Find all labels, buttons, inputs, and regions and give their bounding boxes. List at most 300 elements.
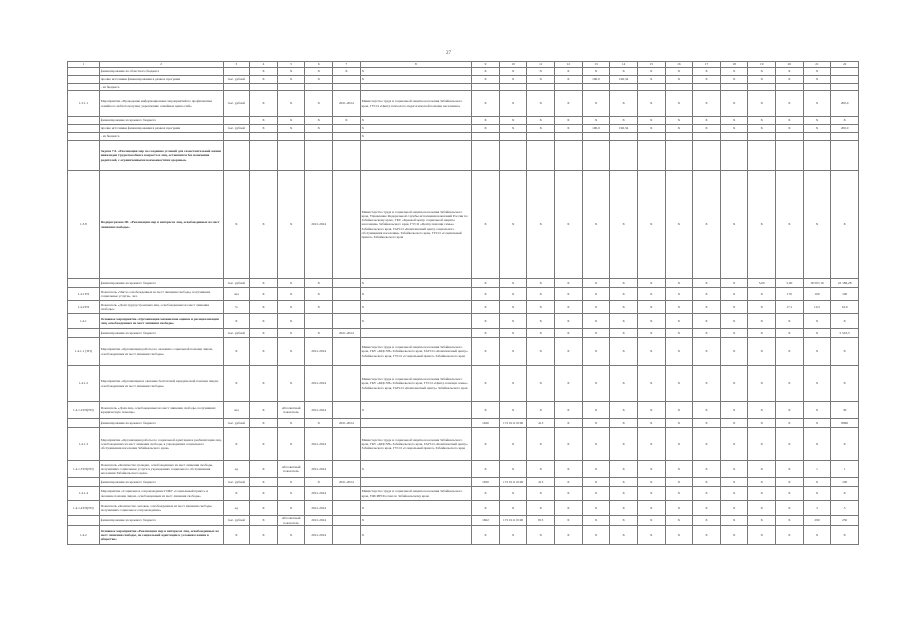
table-cell: X — [610, 516, 638, 526]
table-cell: X — [665, 516, 693, 526]
table-cell — [333, 125, 361, 133]
table-cell: X — [831, 117, 859, 125]
table-cell: X — [803, 329, 831, 338]
table-cell — [831, 84, 859, 91]
row-name-cell: Показатель «Доля трудоустроенных лиц, освобожденных из мест лишения свободы» — [99, 301, 223, 314]
table-cell: тыс. рублей — [223, 91, 250, 117]
table-cell: X — [665, 366, 693, 402]
row-code-cell — [68, 117, 100, 125]
row-name-cell: Показатель «Число освобожденных из мест лишения свободы, получивших социальные услуги», чел. — [99, 288, 223, 301]
table-cell: X — [720, 68, 748, 76]
table-cell — [776, 133, 804, 141]
table-cell: X — [637, 366, 665, 402]
table-cell — [555, 84, 583, 91]
table-cell: X — [748, 366, 776, 402]
table-cell: X — [665, 461, 693, 478]
table-cell: 813 — [527, 516, 555, 526]
table-cell: 3 — [831, 501, 859, 516]
table-cell: X — [748, 91, 776, 117]
table-cell: X — [250, 91, 278, 117]
column-number-13: 13 — [582, 62, 610, 68]
table-cell: X — [831, 526, 859, 545]
table-cell: X — [250, 402, 278, 419]
table-cell: X — [305, 288, 333, 301]
table-cell: X — [527, 338, 555, 366]
table-cell: X — [250, 171, 278, 279]
table-cell: X — [472, 428, 500, 461]
table-cell: X — [555, 428, 583, 461]
table-cell: X — [582, 516, 610, 526]
table-cell: 2021-2024 — [305, 516, 333, 526]
table-cell — [277, 133, 305, 141]
table-cell: X — [472, 366, 500, 402]
table-cell: X — [582, 366, 610, 402]
table-cell — [610, 141, 638, 171]
table-cell: X — [472, 338, 500, 366]
table-cell — [831, 141, 859, 171]
table-cell: X — [748, 461, 776, 478]
table-cell: X — [637, 487, 665, 501]
table-cell — [527, 141, 555, 171]
table-cell: X — [305, 478, 333, 487]
table-cell: 172 0111 0190 — [499, 419, 527, 428]
table-row — [68, 461, 859, 478]
table-cell: Министерство труда и социальной защиты населения Забайкальского края, УФСИН России по Забайкальскому краю — [360, 487, 472, 501]
table-cell: X — [665, 171, 693, 279]
table-cell: 10,5 — [803, 301, 831, 314]
table-cell: X — [748, 501, 776, 516]
table-cell: X — [610, 366, 638, 402]
table-cell — [499, 141, 527, 171]
table-cell — [333, 487, 361, 501]
table-cell: X — [527, 91, 555, 117]
row-name-cell: финансирование из краевого бюджета — [99, 117, 223, 125]
table-cell: X — [693, 76, 721, 84]
table-cell: X — [665, 288, 693, 301]
table-cell: X — [472, 91, 500, 117]
table-cell: X — [582, 171, 610, 279]
table-cell: 2021-2024 — [305, 338, 333, 366]
table-cell: X — [472, 171, 500, 279]
table-cell: X — [665, 329, 693, 338]
table-cell: X — [472, 329, 500, 338]
table-cell: X — [720, 288, 748, 301]
table-cell — [360, 141, 472, 171]
table-cell — [333, 279, 361, 288]
table-cell: X — [250, 516, 278, 526]
row-code-cell: 1.4.1ТП — [68, 288, 100, 301]
table-cell — [720, 84, 748, 91]
table-cell: X — [499, 91, 527, 117]
table-cell: X — [665, 76, 693, 84]
table-cell: X — [720, 279, 748, 288]
table-cell: ед — [223, 461, 250, 478]
table-cell — [360, 478, 472, 487]
table-cell: X — [555, 338, 583, 366]
table-cell: X — [555, 402, 583, 419]
table-cell: X — [360, 133, 472, 141]
table-cell: X — [776, 487, 804, 501]
table-cell: X — [693, 68, 721, 76]
page-number: 27 — [446, 51, 451, 56]
table-cell: тыс. рублей — [223, 279, 250, 288]
table-cell: X — [720, 501, 748, 516]
table-cell: X — [555, 171, 583, 279]
table-cell — [333, 402, 361, 419]
table-cell: Министерство труда и социальной защиты населения Забайкальского края, Управление Федеральной службы исполнения наказаний России по Забайкальскому краю, ГКУ «Краевой центр социальной защиты населения» Забайкальского края, ГУСО «Центр помощи семье» Забайкальского края, ГАУСО «Комплексный центр социального обслуживания населения» Забайкальского края, ГУСО «Социальный приют» Забайкальского края — [360, 171, 472, 279]
column-number-2: 2 — [99, 62, 223, 68]
table-cell: тыс. рублей — [223, 516, 250, 526]
table-row — [68, 125, 859, 133]
table-cell: X — [582, 68, 610, 76]
table-cell: X — [277, 288, 305, 301]
table-row — [68, 478, 859, 487]
table-cell — [360, 329, 472, 338]
table-cell: X — [277, 68, 305, 76]
row-name-cell: Подпрограмма III. «Реализация мер в интересах лиц, освобожденных из мест лишения свободы» — [99, 171, 223, 279]
table-cell: X — [250, 419, 278, 428]
table-cell: X — [693, 288, 721, 301]
table-cell: X — [582, 402, 610, 419]
table-cell — [499, 133, 527, 141]
table-cell: X — [693, 279, 721, 288]
table-cell: X — [637, 478, 665, 487]
table-cell: X — [803, 428, 831, 461]
table-row — [68, 314, 859, 329]
table-cell: X — [637, 314, 665, 329]
table-cell: X — [720, 329, 748, 338]
table-cell: X — [720, 516, 748, 526]
table-cell — [803, 141, 831, 171]
table-cell: X — [250, 288, 278, 301]
table-cell: X — [748, 125, 776, 133]
table-cell: X — [277, 329, 305, 338]
table-cell: X — [555, 478, 583, 487]
table-cell: X — [223, 526, 250, 545]
table-cell — [472, 133, 500, 141]
row-name-cell: Задача 7.6. «Реализация мер по созданию условий для самостоятельной жизни инвалидов трудоспособного возраста и лиц, оставшихся без попечения родителей, с ограниченными возможностями здоровья» — [99, 141, 223, 171]
table-cell: 2021-2024 — [305, 461, 333, 478]
table-cell: X — [748, 478, 776, 487]
table-cell — [637, 141, 665, 171]
table-cell: X — [748, 314, 776, 329]
table-cell: X — [277, 301, 305, 314]
table-cell: X — [360, 279, 472, 288]
table-cell: Министерство труда и социальной защиты населения Забайкальского края, ГКУ «КЦСЗН» Забайкальского края, ГУСО «Центр помощи семье» Забайкальского края, ГАУСО «Комплексный центр» Забайкальского края — [360, 366, 472, 402]
table-cell: X — [693, 501, 721, 516]
row-code-cell — [68, 68, 100, 76]
column-number-1: 1 — [68, 62, 100, 68]
table-cell: X — [527, 301, 555, 314]
table-cell: X — [305, 68, 333, 76]
table-cell: X — [472, 117, 500, 125]
table-cell: X — [665, 91, 693, 117]
table-cell: X — [250, 76, 278, 84]
row-code-cell: 1.4.1.4ТП(ТП) — [68, 501, 100, 516]
table-cell: X — [305, 419, 333, 428]
table-cell: X — [499, 402, 527, 419]
table-cell: X — [223, 314, 250, 329]
table-cell: X — [527, 487, 555, 501]
table-cell: 2021-2024 — [333, 478, 361, 487]
table-cell: 100 — [831, 478, 859, 487]
table-cell: X — [748, 516, 776, 526]
row-code-cell — [68, 84, 100, 91]
column-number-12: 12 — [555, 62, 583, 68]
table-cell: X — [250, 125, 278, 133]
column-number-10: 10 — [499, 62, 527, 68]
table-cell: X — [637, 338, 665, 366]
table-cell: X — [277, 279, 305, 288]
table-cell: X — [555, 487, 583, 501]
table-cell: X — [803, 526, 831, 545]
table-cell: X — [277, 125, 305, 133]
table-cell: X — [776, 526, 804, 545]
table-cell: X — [360, 117, 472, 125]
table-cell: X — [831, 338, 859, 366]
table-cell: X — [665, 314, 693, 329]
column-number-8: 8 — [360, 62, 472, 68]
program-table — [67, 61, 859, 545]
table-cell — [305, 133, 333, 141]
table-cell: X — [748, 428, 776, 461]
row-name-cell: финансирование из областного бюджета — [99, 68, 223, 76]
table-cell: X — [499, 461, 527, 478]
table-row — [68, 288, 859, 301]
table-cell: X — [277, 117, 305, 125]
row-name-cell: Показатель «Доля лиц, освобожденных из мест лишения свободы, получивших юридическую помощь» — [99, 402, 223, 419]
table-cell: X — [499, 329, 527, 338]
table-cell — [555, 141, 583, 171]
table-cell: X — [360, 125, 472, 133]
table-cell: X — [250, 526, 278, 545]
row-code-cell: 1.4.1 — [68, 314, 100, 329]
table-cell: X — [720, 487, 748, 501]
table-cell: X — [665, 338, 693, 366]
table-cell: X — [610, 478, 638, 487]
row-name-cell: финансирование из краевого бюджета — [99, 279, 223, 288]
table-cell — [637, 133, 665, 141]
row-name-cell: прочие источники финансирования в рамках программ — [99, 76, 223, 84]
table-cell: тыс. рублей — [223, 478, 250, 487]
table-cell: 1620 — [472, 419, 500, 428]
table-cell: X — [360, 314, 472, 329]
table-cell — [693, 141, 721, 171]
table-cell — [333, 171, 361, 279]
table-cell: X — [748, 487, 776, 501]
table-cell: X — [555, 329, 583, 338]
table-cell: X — [637, 76, 665, 84]
table-cell: X — [720, 338, 748, 366]
table-cell: X — [637, 402, 665, 419]
table-cell — [610, 84, 638, 91]
table-cell: X — [720, 125, 748, 133]
table-cell: X — [637, 125, 665, 133]
table-cell: X — [499, 487, 527, 501]
table-cell: X — [527, 329, 555, 338]
table-cell: 170 — [776, 288, 804, 301]
table-cell: X — [305, 76, 333, 84]
table-cell: X — [582, 478, 610, 487]
table-cell — [360, 419, 472, 428]
table-cell: X — [610, 526, 638, 545]
table-cell: X — [472, 279, 500, 288]
table-cell: X — [582, 487, 610, 501]
table-cell: X — [748, 338, 776, 366]
table-cell: X — [555, 68, 583, 76]
table-cell: X — [472, 301, 500, 314]
table-cell: тыс. рублей — [223, 125, 250, 133]
table-cell: X — [223, 428, 250, 461]
table-cell: X — [582, 288, 610, 301]
table-row — [68, 91, 859, 117]
table-cell: 18 507,16 — [803, 279, 831, 288]
table-cell: X — [555, 117, 583, 125]
table-cell: X — [555, 91, 583, 117]
table-cell — [803, 84, 831, 91]
table-cell: 196,34 — [610, 125, 638, 133]
table-row — [68, 133, 859, 141]
table-cell — [748, 84, 776, 91]
table-cell: X — [637, 419, 665, 428]
table-cell — [776, 84, 804, 91]
table-cell: X — [555, 366, 583, 402]
table-cell — [527, 133, 555, 141]
table-cell: X — [637, 68, 665, 76]
table-cell: X — [582, 526, 610, 545]
table-cell: ед — [223, 501, 250, 516]
table-cell: X — [582, 91, 610, 117]
table-cell: X — [803, 91, 831, 117]
table-cell — [305, 84, 333, 91]
table-cell — [333, 526, 361, 545]
table-cell: X — [250, 301, 278, 314]
row-code-cell — [68, 76, 100, 84]
table-cell: 1 — [831, 461, 859, 478]
row-code-cell: 1.4.2ТП — [68, 301, 100, 314]
table-cell: X — [665, 487, 693, 501]
table-cell: X — [582, 501, 610, 516]
row-code-cell: 1.3.8 — [68, 171, 100, 279]
table-cell: X — [472, 68, 500, 76]
column-number-17: 17 — [693, 62, 721, 68]
table-cell: X — [776, 76, 804, 84]
row-name-cell: Мероприятие «Организация работы по социальной адаптации и реабилитации лиц, освобожденных из мест лишения свободы, в учреждениях социального обслуживания населения Забайкальского края» — [99, 428, 223, 461]
table-cell: X — [693, 329, 721, 338]
table-cell: 2021-2024 — [333, 329, 361, 338]
table-cell: X — [610, 428, 638, 461]
table-cell: 2021-2024 — [305, 526, 333, 545]
table-cell — [333, 366, 361, 402]
table-cell: X — [720, 461, 748, 478]
table-cell: X — [499, 68, 527, 76]
table-cell: X — [720, 117, 748, 125]
table-row — [68, 501, 859, 516]
table-row — [68, 428, 859, 461]
table-cell: X — [637, 279, 665, 288]
table-cell: X — [555, 526, 583, 545]
table-cell: тыс. рублей — [223, 329, 250, 338]
row-code-cell: 1.4.1.3 — [68, 428, 100, 461]
table-row — [68, 366, 859, 402]
column-number-15: 15 — [637, 62, 665, 68]
table-cell: 290 — [803, 516, 831, 526]
table-cell: X — [776, 516, 804, 526]
table-cell: X — [665, 125, 693, 133]
table-cell: X — [277, 366, 305, 402]
table-cell: X — [803, 117, 831, 125]
row-name-cell: Показатель «Количество человек, освобожденных из мест лишения свободы, получивших социальное сопровождение» — [99, 501, 223, 516]
column-number-4: 4 — [250, 62, 278, 68]
table-cell — [333, 314, 361, 329]
table-cell — [333, 461, 361, 478]
table-cell: чел — [223, 288, 250, 301]
table-cell: X — [305, 301, 333, 314]
table-cell — [776, 141, 804, 171]
table-cell: X — [720, 171, 748, 279]
table-cell: X — [360, 461, 472, 478]
table-cell: 172 0111 0190 — [499, 516, 527, 526]
table-cell: X — [803, 487, 831, 501]
table-cell: X — [223, 366, 250, 402]
table-cell: X — [527, 76, 555, 84]
table-cell: X — [472, 76, 500, 84]
table-cell: X — [720, 314, 748, 329]
table-cell: X — [527, 288, 555, 301]
table-cell — [333, 301, 361, 314]
table-cell: X — [527, 68, 555, 76]
row-name-cell: финансирование из краевого бюджета — [99, 478, 223, 487]
table-cell — [333, 133, 361, 141]
table-cell — [527, 84, 555, 91]
table-cell: X — [555, 76, 583, 84]
table-cell: X — [360, 501, 472, 516]
table-cell: 2021-2024 — [305, 366, 333, 402]
table-cell: X — [472, 526, 500, 545]
table-cell: X — [803, 125, 831, 133]
table-cell: X — [637, 288, 665, 301]
table-cell: X — [693, 526, 721, 545]
table-cell: X — [748, 526, 776, 545]
table-cell: X — [776, 461, 804, 478]
table-cell: X — [637, 329, 665, 338]
table-cell: X — [665, 478, 693, 487]
table-cell: X — [693, 478, 721, 487]
table-cell: X — [250, 487, 278, 501]
row-name-cell: Мероприятие «Социальное сопровождение ГОБУ «Социальный приют» и оказание помощи лицам, освобожденным из мест лишения свободы» — [99, 487, 223, 501]
row-name-cell: - из бюджета — [99, 84, 223, 91]
table-cell: Абсолютный показатель — [277, 461, 305, 478]
table-cell — [223, 141, 250, 171]
table-cell: X — [360, 516, 472, 526]
table-cell — [333, 76, 361, 84]
table-cell: X — [693, 428, 721, 461]
table-cell: X — [360, 76, 472, 84]
table-cell: X — [803, 314, 831, 329]
table-cell: X — [693, 171, 721, 279]
table-cell: X — [582, 428, 610, 461]
row-code-cell: 1.4.1.3ТП(ТП) — [68, 461, 100, 478]
table-cell: X — [277, 171, 305, 279]
table-cell — [333, 428, 361, 461]
table-cell: X — [499, 428, 527, 461]
row-name-cell: - из бюджета — [99, 133, 223, 141]
table-cell: 190,0 — [582, 125, 610, 133]
table-row — [68, 402, 859, 419]
table-cell: X — [250, 329, 278, 338]
table-cell: X — [748, 171, 776, 279]
column-number-5: 5 — [277, 62, 305, 68]
